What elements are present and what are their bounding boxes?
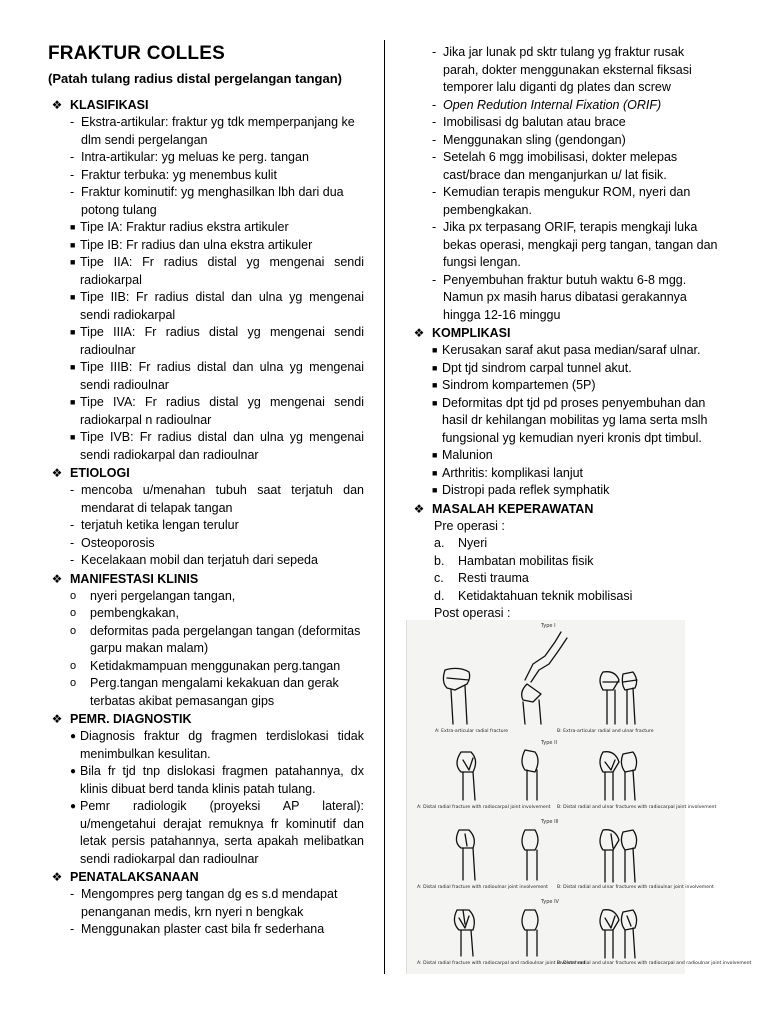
list-item-text: Kerusakan saraf akut pasa median/saraf ulnar. — [442, 343, 701, 357]
list-item-text: Tipe IA: Fraktur radius ekstra artikuler — [80, 220, 289, 234]
fracture-classification-figure — [406, 620, 752, 974]
section-penatalaksanaan-heading — [44, 869, 364, 886]
list-item-text: Tipe IVA: Fr radius distal yg mengenai sendi radiokarpal n radioulnar — [80, 395, 364, 427]
list-item-text: Distropi pada reflek symphatik — [442, 483, 610, 497]
list-item: - Jika px terpasang ORIF, terapis mengkaji luka bekas operasi, mengkaji perg tangan, tangan dan fungsi lengan. — [406, 219, 718, 272]
list-item — [406, 447, 718, 465]
bone-drawing-type-ivb — [600, 910, 637, 958]
list-item: - Setelah 6 mgg imobilisasi, dokter melepas cast/brace dan menganjurkan u/ lat fisik. — [406, 149, 718, 184]
list-item-text: Menggunakan plaster cast bila fr sederhana — [81, 922, 325, 936]
figure-caption: B: Distal radial and ulnar fractures with radiocarpal and radioulnar joint involvement — [557, 961, 752, 966]
list-item: - Jika jar lunak pd sktr tulang yg fraktur rusak parah, dokter menggunakan eksternal fiksasi temporer lalu diganti dg plates dan screw — [406, 44, 718, 97]
list-item — [44, 798, 364, 868]
list-item — [406, 395, 718, 448]
list-item-text: deformitas pada pergelangan tangan (deformitas garpu makan malam) — [90, 623, 361, 655]
list-item-text: Fraktur terbuka: yg menembus kulit — [81, 167, 277, 182]
bone-drawing-hand-type-ia — [522, 632, 567, 724]
list-item-text: Nyeri — [458, 536, 488, 550]
list-item — [44, 237, 364, 255]
figure-caption: B: Distal radial and ulnar fractures with radioulnar joint involvement — [557, 885, 714, 890]
section-title: ETIOLOGI — [70, 466, 130, 480]
list-item-text: Perg.tangan mengalami kekakuan dan gerak terbatas akibat pemasangan gips — [90, 676, 339, 708]
list-item-text: Imobilisasi dg balutan atau brace — [443, 115, 626, 129]
list-item — [44, 219, 364, 237]
figure-caption: B: Distal radial and ulnar fractures with radiocarpal joint involvement — [557, 805, 717, 810]
list-item-text: Penyembuhan fraktur butuh waktu 6-8 mgg. Namun px masih harus dibatasi gerakannya hingga 12-16 minggu — [443, 272, 687, 322]
diamond-bullet-icon: ❖ — [413, 501, 425, 516]
section-klasifikasi-heading — [44, 97, 364, 114]
list-item-text: Dpt tjd sindrom carpal tunnel akut. — [442, 360, 632, 375]
section-title: PENATALAKSANAAN — [70, 870, 199, 884]
figure-type-label: Type III — [541, 819, 559, 825]
list-item — [44, 623, 364, 658]
list-item-text: Ketidakmampuan menggunakan perg.tangan — [90, 658, 341, 673]
list-item-text: Tipe IIIA: Fr radius distal yg mengenai sendi radioulnar — [80, 325, 364, 357]
post-operasi-label: Post operasi : — [434, 606, 511, 620]
dot-bullet-icon: ● — [70, 766, 77, 777]
manifestasi-list — [44, 588, 364, 711]
penatalaksanaan-list-right — [406, 44, 718, 324]
list-item-text: mencoba u/menahan tubuh saat terjatuh dan mendarat di telapak tangan — [81, 483, 364, 515]
diamond-bullet-icon: ❖ — [51, 870, 63, 884]
bone-drawing-type-ib — [600, 672, 637, 724]
list-item — [406, 588, 718, 606]
list-item: - Mengompres perg tangan dg es s.d mendapat penanganan medis, krn nyeri n bengkak — [44, 886, 364, 921]
square-bullet-icon: ■ — [70, 239, 76, 250]
list-item — [44, 675, 364, 710]
list-item: - Intra-artikular: yg meluas ke perg. tangan — [44, 149, 364, 167]
list-item-text: Jika jar lunak pd sktr tulang yg fraktur rusak parah, dokter menggunakan eksternal fiksasi temporer lalu diganti dg plates dan screw — [443, 45, 692, 94]
list-item-text: Setelah 6 mgg imobilisasi, dokter melepas cast/brace dan menganjurkan u/ lat fisik. — [443, 150, 678, 182]
list-item-text: Arthritis: komplikasi lanjut — [442, 465, 584, 480]
list-item: - Fraktur kominutif: yg menghasilkan lbh dari dua potong tulang — [44, 184, 364, 219]
list-item-text: Pemr radiologik (proyeksi AP lateral): u/mengetahui derajat remuknya fr kominutif dan letak persis patahannya, serta apakah melibatkan sendi radiokarpal dan radioulnar — [80, 799, 364, 866]
document-title: FRAKTUR COLLES — [48, 43, 225, 64]
figure-caption: A: Distal radial fracture with radiocarpal and radioulnar joint involvement — [417, 961, 586, 966]
square-bullet-icon: ■ — [432, 380, 438, 390]
list-item — [406, 465, 718, 483]
circle-bullet-icon: o — [70, 589, 77, 602]
diamond-bullet-icon: ❖ — [51, 571, 63, 586]
section-etiologi-heading — [44, 465, 364, 482]
pre-operasi-label: Pre operasi : — [434, 518, 505, 533]
section-title: MANIFESTASI KLINIS — [70, 571, 199, 586]
penatalaksanaan-list-left — [44, 886, 364, 939]
list-item — [406, 377, 718, 395]
circle-bullet-icon: o — [70, 624, 77, 637]
square-bullet-icon: ■ — [432, 450, 438, 460]
square-bullet-icon: ■ — [70, 292, 76, 302]
dot-bullet-icon: ● — [70, 801, 77, 812]
bone-drawing-type-iib — [600, 752, 637, 800]
list-item-text: Ketidaktahuan teknik mobilisasi — [458, 588, 633, 603]
list-item: - Kecelakaan mobil dan terjatuh dari sepeda — [44, 552, 364, 570]
list-item-text: Kemudian terapis mengukur ROM, nyeri dan pembengkakan. — [443, 185, 691, 217]
bone-drawing-type-ia — [443, 668, 469, 724]
list-item-text: Bila fr tjd tnp dislokasi fragmen patahannya, dx klinis dibuat berd tanda klinis patah tulang. — [80, 764, 364, 796]
list-item — [44, 605, 364, 623]
list-item: - Kemudian terapis mengukur ROM, nyeri dan pembengkakan. — [406, 184, 718, 219]
right-column — [406, 44, 718, 640]
list-item: - Ekstra-artikular: fraktur yg tdk memperpanjang ke dlm sendi pergelangan — [44, 114, 364, 149]
bone-drawing-type-iiia — [456, 830, 538, 880]
list-item-text: Ekstra-artikular: fraktur yg tdk memperpanjang ke dlm sendi pergelangan — [81, 115, 355, 147]
komplikasi-list — [406, 342, 718, 500]
square-bullet-icon: ■ — [70, 432, 76, 442]
list-letter: c. — [434, 571, 444, 585]
column-divider — [384, 40, 385, 974]
list-item: - Menggunakan sling (gendongan) — [406, 132, 718, 150]
square-bullet-icon: ■ — [70, 327, 76, 337]
list-letter: b. — [434, 553, 445, 568]
list-item-text: Sindrom kompartemen (5P) — [442, 378, 596, 392]
diagnostik-list — [44, 728, 364, 868]
list-item — [44, 763, 364, 798]
list-item-text: pembengkakan, — [90, 606, 179, 620]
list-item-text: Intra-artikular: yg meluas ke perg. tangan — [81, 150, 309, 164]
klasifikasi-list — [44, 114, 364, 219]
list-item: - Open Redution Internal Fixation (ORIF) — [406, 97, 718, 115]
bone-drawing-type-iiib — [600, 830, 637, 882]
figure-caption: B: Extra-articular radial and ulnar fracture — [557, 729, 654, 734]
figure-caption: A: Distal radial fracture with radiocarpal joint involvement — [417, 805, 551, 810]
list-item-text: Diagnosis fraktur dg fragmen terdislokasi tidak menimbulkan kesulitan. — [80, 729, 364, 761]
list-item — [406, 360, 718, 378]
list-item-text: nyeri pergelangan tangan, — [90, 588, 236, 603]
figure-caption: A: Distal radial fracture with radioulnar joint involvement — [417, 885, 548, 890]
figure-type-label: Type II — [541, 740, 558, 746]
list-item — [44, 658, 364, 676]
list-item — [44, 254, 364, 289]
list-item-text: Kecelakaan mobil dan terjatuh dari sepeda — [81, 553, 318, 567]
square-bullet-icon: ■ — [432, 467, 438, 478]
list-item-text: Menggunakan sling (gendongan) — [443, 132, 626, 147]
document-subtitle: (Patah tulang radius distal pergelangan tangan) — [48, 71, 342, 86]
list-item — [406, 553, 718, 571]
section-manifestasi-heading — [44, 571, 364, 588]
list-item — [406, 482, 718, 500]
list-item — [44, 289, 364, 324]
list-item-text: Mengompres perg tangan dg es s.d mendapat penanganan medis, krn nyeri n bengkak — [81, 887, 338, 919]
list-item: - Penyembuhan fraktur butuh waktu 6-8 mgg. Namun px masih harus dibatasi gerakannya hingga 12-16 minggu — [406, 272, 718, 325]
list-item-text: Resti trauma — [458, 571, 529, 585]
list-item-text: Fraktur kominutif: yg menghasilkan lbh dari dua potong tulang — [81, 185, 344, 217]
list-item — [406, 570, 718, 588]
list-item-text: Tipe IVB: Fr radius distal dan ulna yg mengenai sendi radiokarpal dan radioulnar — [80, 430, 364, 462]
list-item — [44, 728, 364, 763]
list-letter: d. — [434, 588, 445, 603]
list-item — [44, 394, 364, 429]
diamond-bullet-icon: ❖ — [51, 712, 63, 726]
list-item-text: Jika px terpasang ORIF, terapis mengkaji luka bekas operasi, mengkaji perg tangan, tangan dan fungsi lengan. — [443, 220, 718, 269]
list-item — [406, 342, 718, 360]
list-item — [44, 588, 364, 606]
section-komplikasi-heading — [406, 325, 718, 342]
list-item-text: Tipe IIA: Fr radius distal yg mengenai sendi radiokarpal — [80, 255, 364, 287]
dot-bullet-icon: ● — [70, 731, 77, 742]
circle-bullet-icon: o — [70, 607, 77, 619]
square-bullet-icon: ■ — [432, 485, 438, 495]
diamond-bullet-icon: ❖ — [413, 326, 425, 340]
section-diagnostik-heading — [44, 711, 364, 728]
bone-drawing-type-iia — [457, 750, 538, 800]
list-item: - Imobilisasi dg balutan atau brace — [406, 114, 718, 132]
list-item — [44, 359, 364, 394]
list-item-text: Deformitas dpt tjd pd proses penyembuhan dan hasil dr kehilangan mobilitas yg lama serta mslh fungsional yg kemudian nyeri kronis dpt timbul. — [442, 395, 708, 445]
pre-operasi-list — [406, 535, 718, 605]
figure-caption: A: Extra-articular radial fracture — [435, 729, 509, 734]
section-title: MASALAH KEPERAWATAN — [432, 501, 594, 516]
fracture-diagram-svg — [407, 620, 752, 974]
left-column — [44, 40, 364, 939]
section-title: PEMR. DIAGNOSTIK — [70, 712, 192, 726]
square-bullet-icon: ■ — [70, 222, 76, 232]
list-item-text: terjatuh ketika lengan terulur — [81, 518, 239, 532]
list-item-text: Tipe IB: Fr radius dan ulna ekstra artikuler — [80, 237, 313, 252]
list-item: - mencoba u/menahan tubuh saat terjatuh dan mendarat di telapak tangan — [44, 482, 364, 517]
circle-bullet-icon: o — [70, 677, 77, 689]
list-item — [44, 429, 364, 464]
klasifikasi-type-list — [44, 219, 364, 464]
list-item-text: Malunion — [442, 448, 493, 462]
diamond-bullet-icon: ❖ — [51, 98, 63, 112]
list-item: - Fraktur terbuka: yg menembus kulit — [44, 167, 364, 185]
list-item: - terjatuh ketika lengan terulur — [44, 517, 364, 535]
square-bullet-icon: ■ — [432, 397, 438, 408]
list-item-text: Tipe IIB: Fr radius distal dan ulna yg mengenai sendi radiokarpal — [80, 290, 364, 322]
etiologi-list — [44, 482, 364, 570]
circle-bullet-icon: o — [70, 659, 77, 672]
square-bullet-icon: ■ — [70, 362, 76, 372]
figure-type-label: Type I — [541, 623, 556, 629]
list-item-text: Osteoporosis — [81, 535, 155, 550]
list-item: - Menggunakan plaster cast bila fr sederhana — [44, 921, 364, 939]
section-masalah-heading — [406, 501, 718, 518]
list-item-text: Hambatan mobilitas fisik — [458, 553, 594, 568]
list-item — [44, 324, 364, 359]
square-bullet-icon: ■ — [432, 345, 438, 355]
list-item-text: Tipe IIIB: Fr radius distal dan ulna yg mengenai sendi radioulnar — [80, 360, 364, 392]
diamond-bullet-icon: ❖ — [51, 466, 63, 480]
figure-type-label: Type IV — [541, 899, 559, 905]
square-bullet-icon: ■ — [70, 257, 76, 267]
list-letter: a. — [434, 536, 445, 550]
square-bullet-icon: ■ — [432, 362, 438, 373]
bone-drawing-type-iva — [454, 910, 538, 956]
list-item: - Osteoporosis — [44, 535, 364, 553]
section-title: KOMPLIKASI — [432, 326, 511, 340]
list-item — [406, 535, 718, 553]
list-item-text: Open Redution Internal Fixation (ORIF) — [443, 97, 662, 112]
section-title: KLASIFIKASI — [70, 98, 149, 112]
square-bullet-icon: ■ — [70, 397, 76, 407]
